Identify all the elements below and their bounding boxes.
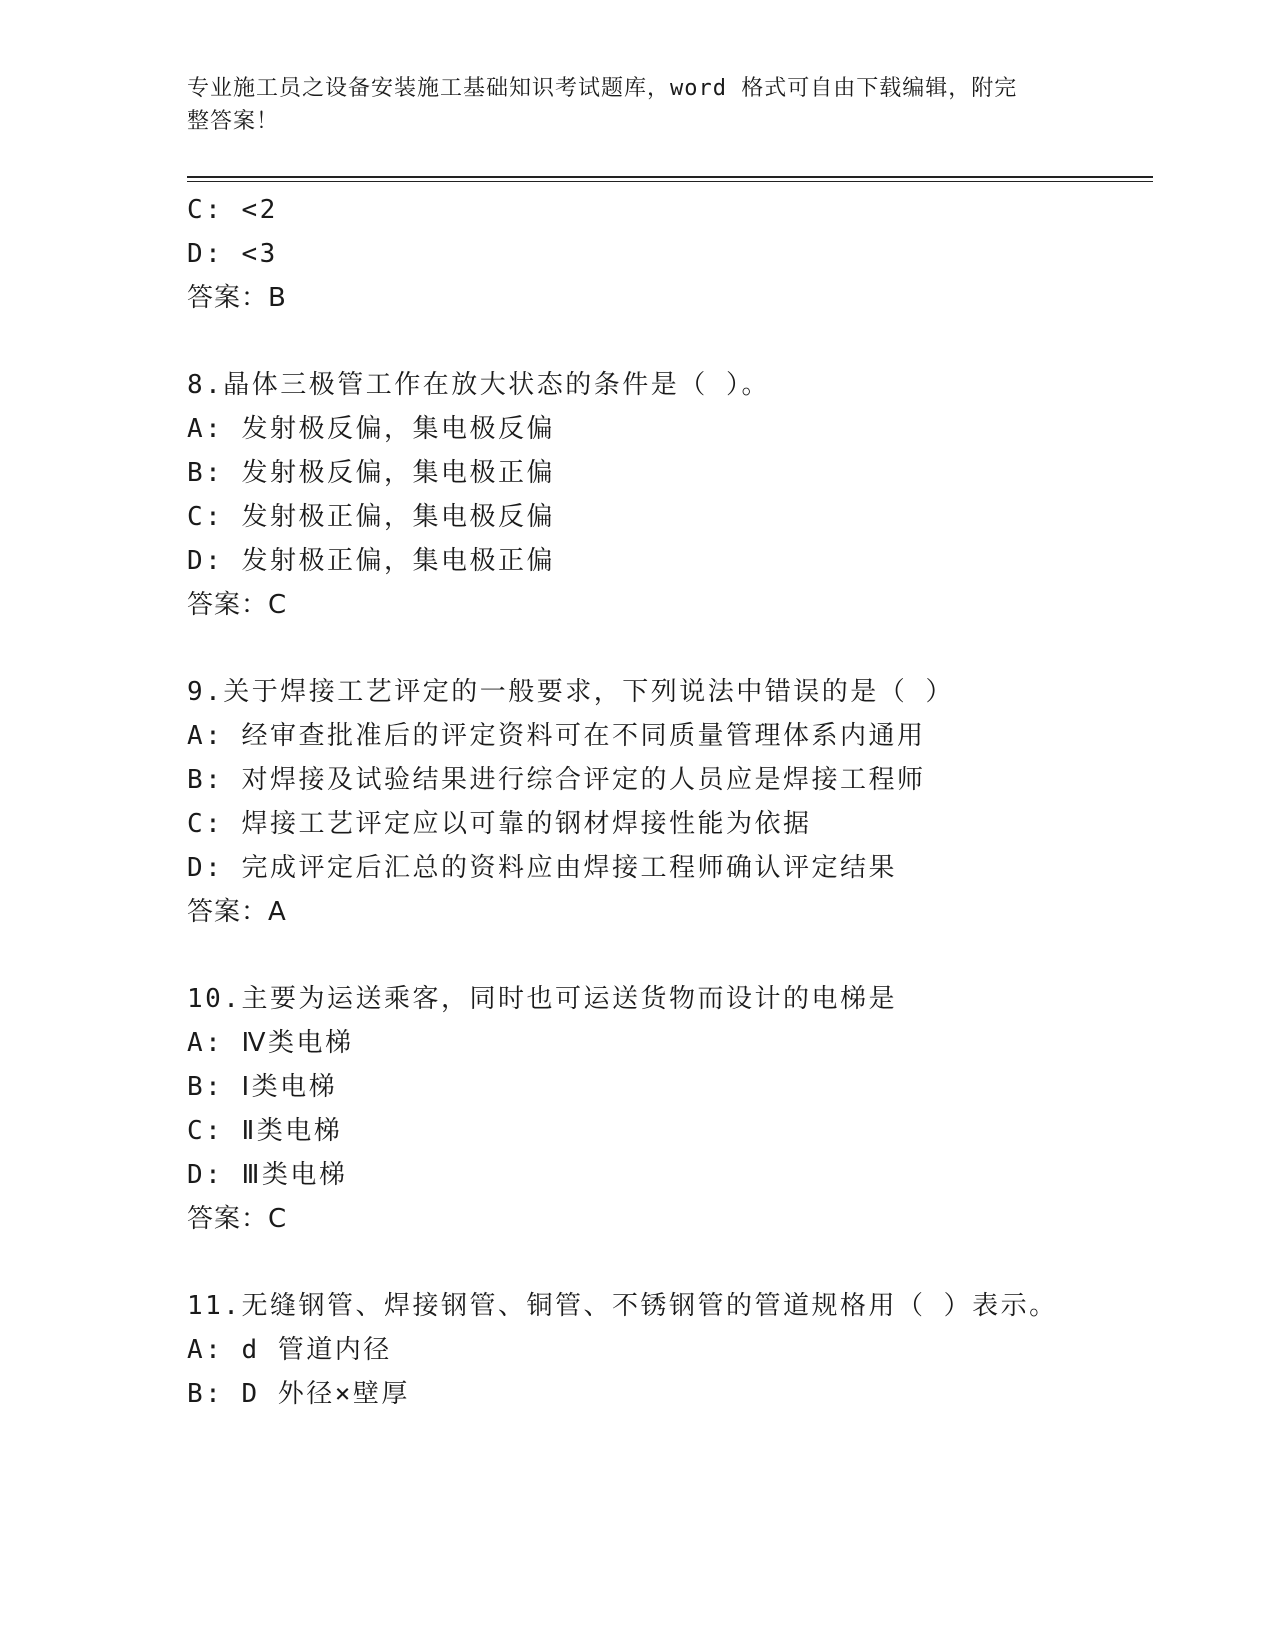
- question-8-answer: 答案：C: [187, 590, 288, 620]
- question-8-option-c: C: 发射极正偏，集电极反偏: [187, 502, 555, 532]
- prev-option-d: D: <3: [187, 239, 278, 269]
- question-8-option-d: D: 发射极正偏，集电极正偏: [187, 546, 555, 576]
- question-9-answer: 答案：A: [187, 897, 287, 927]
- question-9-stem: 9.关于焊接工艺评定的一般要求，下列说法中错误的是（ ）: [187, 677, 954, 707]
- document-header: [187, 72, 1067, 138]
- question-8-stem: 8.晶体三极管工作在放大状态的条件是（ ）。: [187, 370, 770, 400]
- question-10-option-b: B: Ⅰ类电梯: [187, 1072, 338, 1102]
- question-10-option-a: A: Ⅳ类电梯: [187, 1028, 354, 1058]
- question-11-option-b: B: D 外径×壁厚: [187, 1379, 410, 1409]
- question-9-option-b: B: 对焊接及试验结果进行综合评定的人员应是焊接工程师: [187, 765, 926, 795]
- prev-option-c: C: <2: [187, 195, 278, 225]
- question-10-stem: 10.主要为运送乘客，同时也可运送货物而设计的电梯是: [187, 984, 897, 1014]
- question-10-answer: 答案：C: [187, 1204, 288, 1234]
- question-11-stem: 11.无缝钢管、焊接钢管、铜管、不锈钢管的管道规格用（ ）表示。: [187, 1291, 1058, 1321]
- header-line-2: 整答案！: [187, 109, 280, 134]
- question-9-option-c: C: 焊接工艺评定应以可靠的钢材焊接性能为依据: [187, 809, 812, 839]
- header-divider-thick: [187, 176, 1153, 178]
- prev-answer: 答案：B: [187, 283, 287, 313]
- question-8-option-a: A: 发射极反偏，集电极反偏: [187, 414, 555, 444]
- question-8-option-b: B: 发射极反偏，集电极正偏: [187, 458, 555, 488]
- question-11-option-a: A: d 管道内径: [187, 1335, 392, 1365]
- question-9-option-d: D: 完成评定后汇总的资料应由焊接工程师确认评定结果: [187, 853, 897, 883]
- question-9-option-a: A: 经审查批准后的评定资料可在不同质量管理体系内通用: [187, 721, 926, 751]
- header-divider-thin: [187, 181, 1153, 182]
- header-line-1: 专业施工员之设备安装施工基础知识考试题库，word 格式可自由下载编辑，附完: [187, 76, 1018, 101]
- question-10-option-c: C: Ⅱ类电梯: [187, 1116, 343, 1146]
- question-10-option-d: D: Ⅲ类电梯: [187, 1160, 348, 1190]
